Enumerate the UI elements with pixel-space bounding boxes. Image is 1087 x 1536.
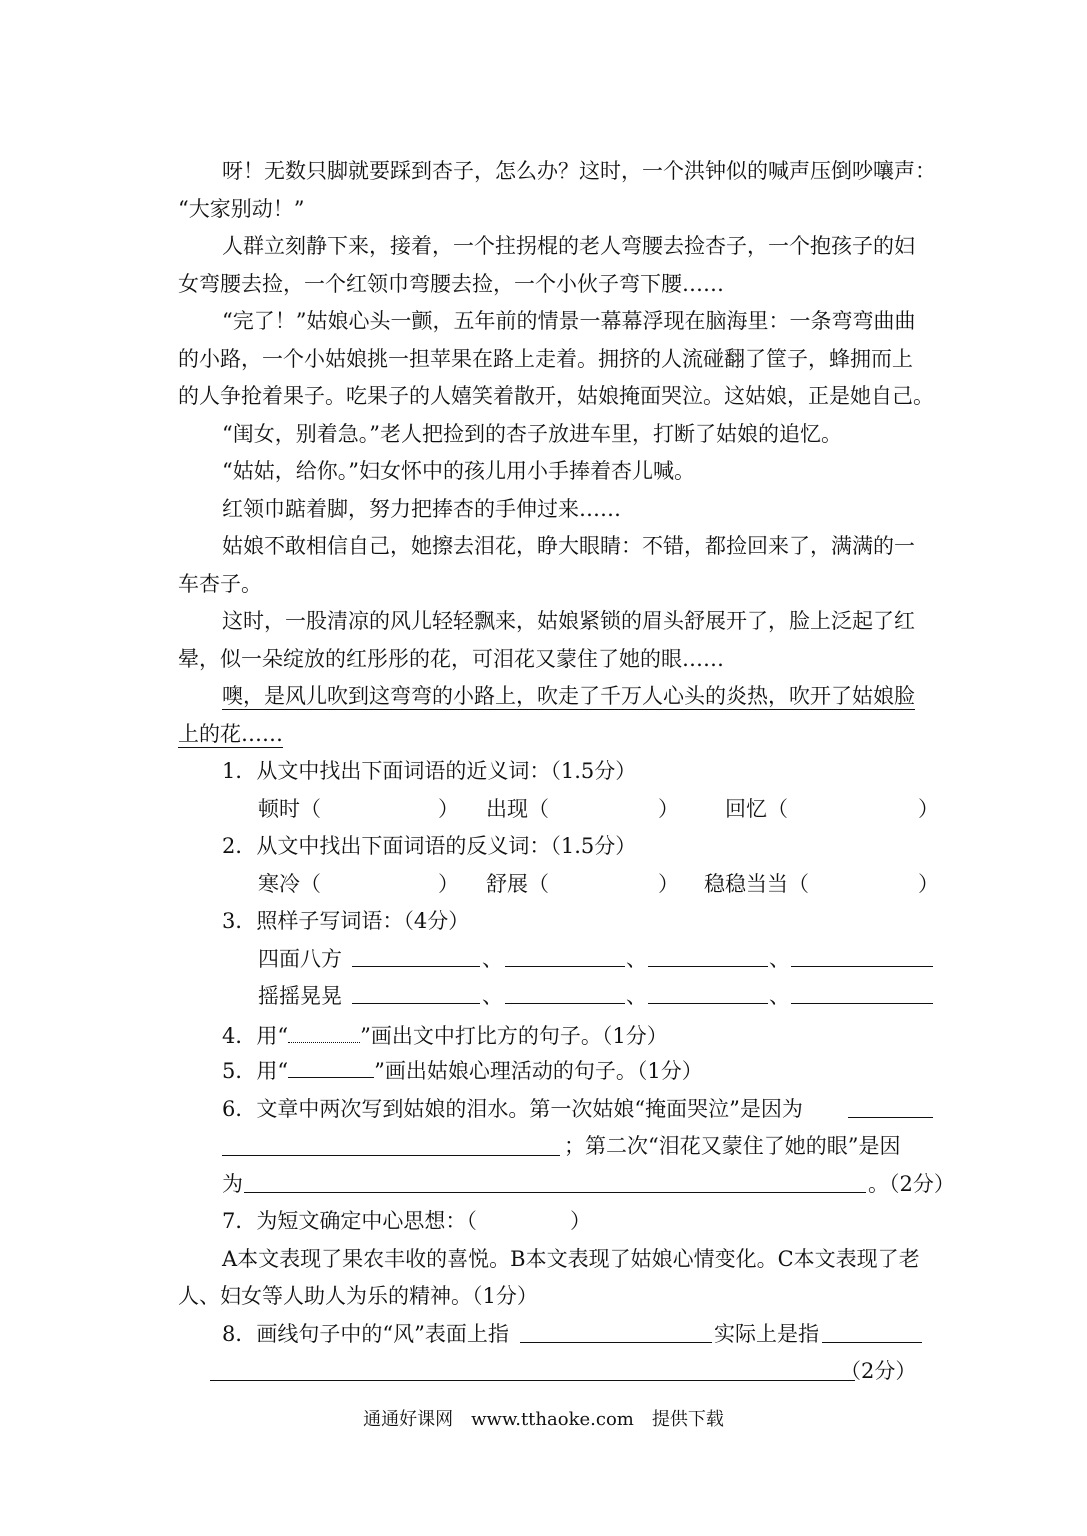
underlined-text: 上的花……	[178, 722, 283, 746]
q3-example: 四面八方	[258, 947, 342, 971]
answer-blank[interactable]	[822, 1342, 922, 1343]
answer-blank[interactable]	[648, 1003, 768, 1004]
q6-score: 。（2分）	[868, 1172, 955, 1196]
q4-prefix: 4．用“	[222, 1024, 289, 1048]
passage-line: “闺女，别着急。”老人把捡到的杏子放进车里，打断了姑娘的追忆。	[222, 422, 842, 446]
answer-blank[interactable]	[791, 1003, 933, 1004]
passage-line: “大家别动！”	[178, 197, 305, 221]
passage-line: “姑姑，给你。”妇女怀中的孩儿用小手捧着杏儿喊。	[222, 459, 695, 483]
q2-close: ）	[658, 872, 679, 896]
passage-line: 这时，一股清凉的风儿轻轻飘来，姑娘紧锁的眉头舒展开了，脸上泛起了红	[222, 609, 915, 633]
question-5	[222, 1057, 703, 1085]
question-6: 6．文章中两次写到姑娘的泪水。第一次姑娘“掩面哭泣”是因为	[222, 1097, 803, 1121]
underlined-sentence	[222, 682, 915, 710]
q3-example: 摇摇晃晃	[258, 984, 342, 1008]
q1-close: ）	[438, 797, 459, 821]
q7-close: ）	[570, 1209, 591, 1233]
q2-word: 寒冷（	[258, 872, 321, 896]
separator: 、	[482, 984, 503, 1008]
passage-line: 晕，似一朵绽放的红彤彤的花，可泪花又蒙住了她的眼……	[178, 647, 724, 671]
q8-mid: 实际上是指	[714, 1322, 819, 1346]
answer-blank[interactable]	[210, 1380, 855, 1381]
q7-options: 人、妇女等人助人为乐的精神。（1分）	[178, 1284, 538, 1308]
answer-blank[interactable]	[222, 1155, 560, 1156]
footer-credit: 通通好课网 www.tthaoke.com 提供下载	[363, 1409, 724, 1430]
answer-blank[interactable]	[505, 966, 625, 967]
passage-line: 的人争抢着果子。吃果子的人嬉笑着散开，姑娘掩面哭泣。这姑娘，正是她自己。	[178, 384, 934, 408]
q1-word: 顿时（	[258, 797, 321, 821]
q8-score: （2分）	[840, 1359, 917, 1383]
underlined-text: 噢，是风儿吹到这弯弯的小路上，吹走了千万人心头的炎热，吹开了姑娘脸	[222, 684, 915, 708]
question-6-continued: ；第二次“泪花又蒙住了她的眼”是因	[564, 1134, 901, 1158]
passage-line: 女弯腰去捡，一个红领巾弯腰去捡，一个小伙子弯下腰……	[178, 272, 724, 296]
q6-prefix: 为	[222, 1172, 243, 1196]
passage-line: 的小路，一个小姑娘挑一担苹果在路上走着。拥挤的人流碰翻了筐子，蜂拥而上	[178, 347, 913, 371]
question-2: 2．从文中找出下面词语的反义词：（1.5分）	[222, 834, 637, 858]
q1-word: 回忆（	[725, 797, 788, 821]
question-7: 7．为短文确定中心思想：（	[222, 1209, 477, 1233]
q2-word: 稳稳当当（	[704, 872, 809, 896]
question-4	[222, 1020, 668, 1050]
q2-close: ）	[918, 872, 939, 896]
q1-close: ）	[918, 797, 939, 821]
underlined-sentence	[178, 720, 283, 748]
separator: 、	[769, 984, 790, 1008]
q4-suffix: ”画出文中打比方的句子。（1分）	[360, 1024, 668, 1048]
answer-blank[interactable]	[352, 966, 480, 967]
answer-blank[interactable]	[848, 1117, 933, 1118]
q5-prefix: 5．用“	[222, 1059, 289, 1083]
separator: 、	[626, 947, 647, 971]
wavy-line-mark	[288, 1020, 360, 1043]
question-1: 1．从文中找出下面词语的近义词：（1.5分）	[222, 759, 637, 783]
question-8: 8．画线句子中的“风”表面上指	[222, 1322, 509, 1346]
separator: 、	[769, 947, 790, 971]
q2-word: 舒展（	[486, 872, 549, 896]
passage-line: “完了！”姑娘心头一颤，五年前的情景一幕幕浮现在脑海里：一条弯弯曲曲	[222, 309, 916, 333]
q2-close: ）	[438, 872, 459, 896]
passage-line: 姑娘不敢相信自己，她擦去泪花，睁大眼睛：不错，都捡回来了，满满的一	[222, 534, 915, 558]
answer-blank[interactable]	[520, 1342, 712, 1343]
answer-blank[interactable]	[352, 1003, 480, 1004]
answer-blank[interactable]	[244, 1192, 866, 1193]
passage-line: 车杏子。	[178, 572, 262, 596]
question-3: 3．照样子写词语：（4分）	[222, 909, 470, 933]
q7-options: A本文表现了果农丰收的喜悦。B本文表现了姑娘心情变化。C本文表现了老	[222, 1247, 920, 1271]
separator: 、	[626, 984, 647, 1008]
passage-line: 呀！无数只脚就要踩到杏子，怎么办？这时，一个洪钟似的喊声压倒吵嚷声：	[222, 159, 936, 183]
q1-word: 出现（	[486, 797, 549, 821]
straight-line-mark	[288, 1065, 374, 1078]
q5-suffix: ”画出姑娘心理活动的句子。（1分）	[374, 1059, 703, 1083]
passage-line: 人群立刻静下来，接着，一个拄拐棍的老人弯腰去捡杏子，一个抱孩子的妇	[222, 234, 915, 258]
answer-blank[interactable]	[648, 966, 768, 967]
q1-close: ）	[658, 797, 679, 821]
separator: 、	[482, 947, 503, 971]
answer-blank[interactable]	[791, 966, 933, 967]
passage-line: 红领巾踮着脚，努力把捧杏的手伸过来……	[222, 497, 621, 521]
answer-blank[interactable]	[505, 1003, 625, 1004]
